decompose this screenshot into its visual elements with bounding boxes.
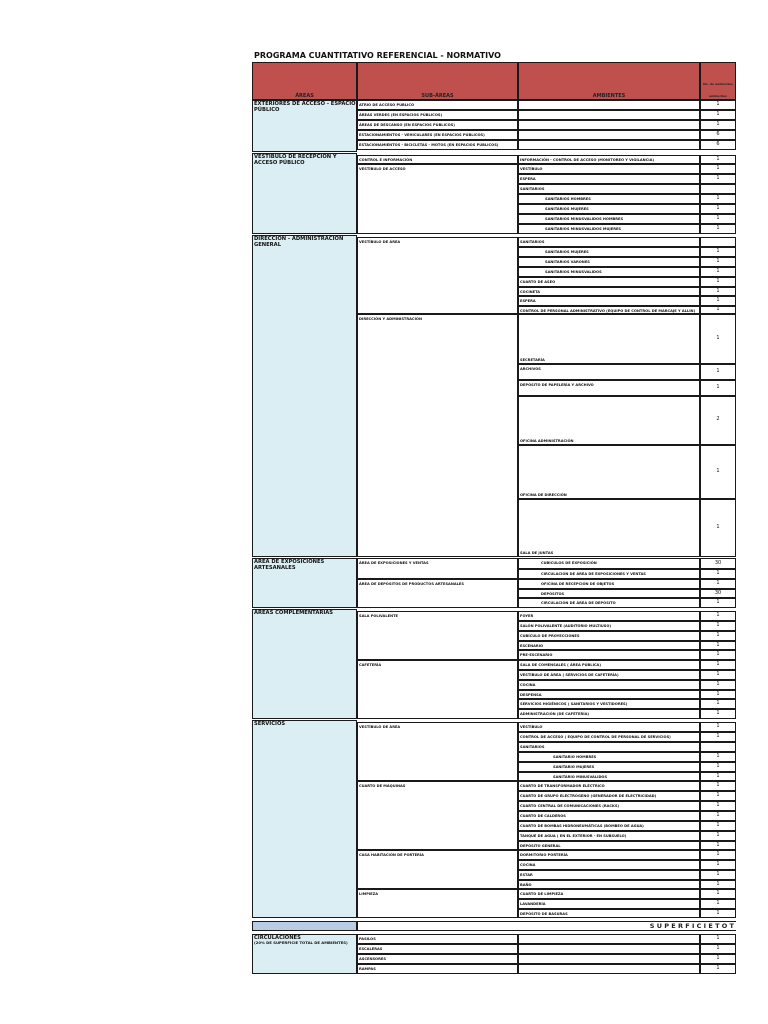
area-cell: [252, 153, 357, 234]
subarea-cell: ÁREAS DE DESCANSO (EN ESPACIOS PÚBLICOS): [357, 120, 518, 130]
count-cell: 1: [700, 690, 736, 699]
ambiente-cell: [518, 100, 700, 110]
subarea-cell: CONTROL E INFORMACIÓN: [357, 155, 518, 164]
ambiente-cell: SANITARIOS: [518, 237, 700, 247]
ambiente-cell: VESTÍBULO: [518, 722, 700, 732]
ambiente-cell: SALA DE JUNTAS: [518, 499, 700, 557]
ambiente-cell: SANITARIO MINUSVALIDOS: [518, 772, 700, 781]
count-cell: 1: [700, 569, 736, 579]
ambiente-cell: DEPÓSITOS: [518, 589, 700, 598]
count-cell: 1: [700, 670, 736, 680]
count-cell: 1: [700, 306, 736, 314]
ambiente-cell: ADMINISTRACIÓN (DE CAFETERÍA): [518, 709, 700, 719]
count-cell: 1: [700, 831, 736, 841]
ambiente-cell: DEPÓSITO GENERAL: [518, 841, 700, 850]
count-cell: 1: [700, 944, 736, 954]
count-cell: 1: [700, 732, 736, 742]
area-cell: [252, 934, 357, 974]
subarea-cell: VESTÍBULO DE ÁREA: [357, 722, 518, 781]
count-cell: 1: [700, 110, 736, 120]
ambiente-cell: CIRCULACIÓN DE ÁREA DE DEPÓSITO: [518, 598, 700, 608]
area-cell: [252, 558, 357, 608]
ambiente-cell: CUARTO CENTRAL DE COMUNICACIONES (RACKS): [518, 801, 700, 811]
count-cell: 1: [700, 870, 736, 880]
ambiente-cell: ESCENARIO: [518, 641, 700, 650]
count-cell: 1: [700, 257, 736, 267]
area-cell: [252, 235, 357, 557]
ambiente-cell: FOYER: [518, 611, 700, 621]
ambiente-cell: SALA DE COMENSALES ( ÁREA PÚBLICA): [518, 660, 700, 670]
ambiente-cell: TANQUE DE AGUA ( EN EL EXTERIOR - EN SUBSUELO): [518, 831, 700, 841]
ambiente-cell: CUARTO DE ASEO: [518, 277, 700, 287]
subarea-cell: ESTACIONAMIENTOS - BICICLETAS - MOTOS (EN ESPACIOS PÚBLICOS): [357, 140, 518, 150]
ambiente-cell: SANITARIOS MUJERES: [518, 247, 700, 257]
count-cell: 1: [700, 155, 736, 164]
ambiente-cell: SANITARIOS: [518, 184, 700, 194]
count-cell: 1: [700, 860, 736, 870]
header-subareas: SUB-ÁREAS: [357, 62, 518, 100]
subarea-cell: ESCALERAS: [357, 944, 518, 954]
count-cell: 2: [700, 396, 736, 445]
count-cell: 1: [700, 841, 736, 850]
area-label: DIRECCIÓN - ADMINISTRACIÓN GENERAL: [254, 236, 344, 248]
ambiente-cell: ARCHIVOS: [518, 364, 700, 380]
ambiente-cell: SANITARIO HOMBRES: [518, 752, 700, 762]
area-label: CIRCULACIONES: [254, 935, 301, 941]
ambiente-cell: ESPERA: [518, 174, 700, 184]
count-cell: 30: [700, 589, 736, 598]
count-cell: 1: [700, 174, 736, 184]
ambiente-cell: CUARTO DE GRUPO ELECTRÓGENO (GENERADOR DE ELECTRICIDAD): [518, 791, 700, 801]
count-cell: 1: [700, 722, 736, 732]
ambiente-cell: CONTROL DE ACCESO ( EQUIPO DE CONTROL DE PERSONAL DE SERVICIOS): [518, 732, 700, 742]
count-cell: 1: [700, 164, 736, 174]
count-cell: 1: [700, 296, 736, 306]
count-cell: 1: [700, 811, 736, 821]
ambiente-cell: COCINA: [518, 680, 700, 690]
subarea-cell: CAFETERÍA: [357, 660, 518, 719]
ambiente-cell: COCINA: [518, 860, 700, 870]
subarea-cell: LIMPIEZA: [357, 889, 518, 918]
count-cell: 1: [700, 579, 736, 589]
total-area-cell: [252, 921, 357, 931]
ambiente-cell: [518, 954, 700, 964]
count-cell: [700, 742, 736, 752]
ambiente-cell: [518, 964, 700, 974]
count-cell: 1: [700, 380, 736, 396]
count-cell: 1: [700, 314, 736, 364]
ambiente-cell: [518, 110, 700, 120]
header-count-label: No. de ambientes: [703, 82, 733, 86]
subarea-cell: ÁREAS VERDES (EN ESPACIOS PÚBLICOS): [357, 110, 518, 120]
count-cell: 1: [700, 621, 736, 631]
count-cell: 1: [700, 641, 736, 650]
count-cell: 1: [700, 247, 736, 257]
ambiente-cell: SERVICIOS HIGIÉNICOS ( SANITARIOS Y VESTIDORES): [518, 699, 700, 709]
count-cell: 1: [700, 762, 736, 772]
ambiente-cell: VESTÍBULO: [518, 164, 700, 174]
subarea-cell: ÁREA DE EXPOSICIONES Y VENTAS: [357, 558, 518, 579]
ambiente-cell: CUARTO DE CALDEROS: [518, 811, 700, 821]
count-cell: 1: [700, 699, 736, 709]
count-cell: [700, 184, 736, 194]
area-label: VESTÍBULO DE RECEPCIÓN Y ACCESO PÚBLICO: [254, 154, 337, 166]
ambiente-cell: PRE-ESCENARIO: [518, 650, 700, 660]
ambiente-cell: [518, 934, 700, 944]
count-cell: 1: [700, 120, 736, 130]
ambiente-cell: BAÑO: [518, 880, 700, 889]
ambiente-cell: CUARTO DE TRANSFORMADOR ELÉCTRICO: [518, 781, 700, 791]
ambiente-cell: SECRETARÍA: [518, 314, 700, 364]
ambiente-cell: OFICINA ADMINISTRACIÓN: [518, 396, 700, 445]
count-cell: 1: [700, 499, 736, 557]
ambiente-cell: CIRCULACIÓN DE ÁREA DE EXPOSICIONES Y VENTAS: [518, 569, 700, 579]
area-label: ÁREAS COMPLEMENTARIAS: [254, 610, 334, 616]
count-cell: 6: [700, 130, 736, 140]
count-cell: [700, 237, 736, 247]
header-count: [700, 62, 736, 100]
ambiente-cell: CUBÍCULO DE PROYECCIONES: [518, 631, 700, 641]
ambiente-cell: CUARTO DE BOMBAS HIDRONEUMÁTICAS (BOMBEO DE AGUA): [518, 821, 700, 831]
count-cell: 6: [700, 140, 736, 150]
subarea-cell: ESTACIONAMIENTOS - VEHICULARES (EN ESPACIOS PÚBLICOS): [357, 130, 518, 140]
header-ambientes: AMBIENTES: [518, 62, 700, 100]
count-cell: 1: [700, 909, 736, 918]
area-cell: [252, 609, 357, 719]
count-cell: 1: [700, 899, 736, 909]
subarea-cell: VESTÍBULO DE ACCESO: [357, 164, 518, 234]
ambiente-cell: SANITARIOS MUJERES: [518, 204, 700, 214]
ambiente-cell: ESPERA: [518, 296, 700, 306]
ambiente-cell: SANITARIOS MINUSVALIDOS: [518, 267, 700, 277]
ambiente-cell: DORMITORIO PORTERÍA: [518, 850, 700, 860]
header-areas: ÁREAS: [252, 62, 357, 100]
ambiente-cell: [518, 120, 700, 130]
ambiente-cell: SANITARIO MUJERES: [518, 762, 700, 772]
ambiente-cell: CUBÍCULOS DE EXPOSICIÓN: [518, 558, 700, 569]
ambiente-cell: COCINETA: [518, 287, 700, 296]
area-note: (20% DE SUPERFICIE TOTAL DE AMBIENTES): [254, 940, 348, 945]
count-cell: 1: [700, 850, 736, 860]
ambiente-cell: [518, 944, 700, 954]
subarea-cell: ASCENSORES: [357, 954, 518, 964]
ambiente-cell: CONTROL DE PERSONAL ADMINISTRATIVO (EQUIPO DE CONTROL DE MARCAJE Y ALLIN): [518, 306, 700, 314]
subarea-cell: SALA POLIVALENTE: [357, 611, 518, 660]
count-cell: 1: [700, 100, 736, 110]
ambiente-cell: INFORMACIÓN - CONTROL DE ACCESO (MONITOREO Y VIGILANCIA): [518, 155, 700, 164]
ambiente-cell: SANITARIOS VARONES: [518, 257, 700, 267]
count-cell: 1: [700, 801, 736, 811]
count-cell: 1: [700, 880, 736, 889]
area-label: ÁREA DE EXPOSICIONES ARTESANALES: [254, 559, 325, 571]
area-cell: [252, 720, 357, 918]
count-cell: 1: [700, 752, 736, 762]
area-label: EXTERIORES DE ACCESO - ESPACIO PÚBLICO: [254, 101, 356, 113]
count-cell: 1: [700, 194, 736, 204]
area-label: SERVICIOS: [254, 721, 286, 727]
ambiente-cell: SALÓN POLIVALENTE (AUDITORIO MULTIUSO): [518, 621, 700, 631]
ambiente-cell: SANITARIOS HOMBRES: [518, 194, 700, 204]
ambiente-cell: VESTÍBULO DE ÁREA ( SERVICIOS DE CAFETERÍA): [518, 670, 700, 680]
subarea-cell: CASA HABITACIÓN DE PORTERÍA: [357, 850, 518, 889]
ambiente-cell: [518, 130, 700, 140]
count-cell: 1: [700, 631, 736, 641]
ambiente-cell: SANITARIOS: [518, 742, 700, 752]
count-cell: 1: [700, 660, 736, 670]
subarea-cell: ÁREA DE DEPÓSITOS DE PRODUCTOS ARTESANALES: [357, 579, 518, 608]
count-cell: 1: [700, 821, 736, 831]
superficie-total-label: S U P E R F I C I E T O T: [357, 921, 736, 931]
ambiente-cell: DEPÓSITO DE PAPELERÍA Y ARCHIVO: [518, 380, 700, 396]
subarea-cell: DIRECCIÓN Y ADMINISTRACIÓN: [357, 314, 518, 557]
count-cell: 1: [700, 781, 736, 791]
count-cell: 1: [700, 934, 736, 944]
count-cell: 1: [700, 964, 736, 974]
subarea-cell: PASILOS: [357, 934, 518, 944]
count-cell: 1: [700, 650, 736, 660]
count-cell: 1: [700, 214, 736, 224]
count-cell: 1: [700, 680, 736, 690]
count-cell: 1: [700, 204, 736, 214]
ambiente-cell: CUARTO DE LIMPIEZA: [518, 889, 700, 899]
ambiente-cell: OFICINA DE DIRECCIÓN: [518, 445, 700, 499]
subarea-cell: RAMPAS: [357, 964, 518, 974]
count-cell: 1: [700, 772, 736, 781]
subarea-cell: CUARTO DE MÁQUINAS: [357, 781, 518, 850]
count-cell: 1: [700, 791, 736, 801]
count-cell: 1: [700, 889, 736, 899]
ambiente-cell: DEPÓSITO DE BASURAS: [518, 909, 700, 918]
count-cell: 1: [700, 287, 736, 296]
ambiente-cell: SANITARIOS MINUSVALIDOS HOMBRES: [518, 214, 700, 224]
count-cell: 1: [700, 445, 736, 499]
count-cell: 1: [700, 364, 736, 380]
page-title: PROGRAMA CUANTITATIVO REFERENCIAL - NORMATIVO: [254, 51, 501, 60]
count-cell: 1: [700, 954, 736, 964]
header-count-unit: ambientes: [709, 93, 727, 98]
count-cell: 1: [700, 709, 736, 719]
ambiente-cell: ESTAR: [518, 870, 700, 880]
area-cell: [252, 100, 357, 152]
count-cell: 1: [700, 267, 736, 277]
count-cell: 1: [700, 611, 736, 621]
subarea-cell: ATRIO DE ACCESO PÚBLICO: [357, 100, 518, 110]
subarea-cell: VESTÍBULO DE ÁREA: [357, 237, 518, 314]
ambiente-cell: [518, 140, 700, 150]
count-cell: 1: [700, 598, 736, 608]
count-cell: 30: [700, 558, 736, 569]
count-cell: 1: [700, 277, 736, 287]
count-cell: 1: [700, 224, 736, 234]
ambiente-cell: OFICINA DE RECEPCIÓN DE OBJETOS: [518, 579, 700, 589]
ambiente-cell: SANITARIOS MINUSVALIDOS MUJERES: [518, 224, 700, 234]
ambiente-cell: LAVANDERÍA: [518, 899, 700, 909]
ambiente-cell: DESPENSA: [518, 690, 700, 699]
